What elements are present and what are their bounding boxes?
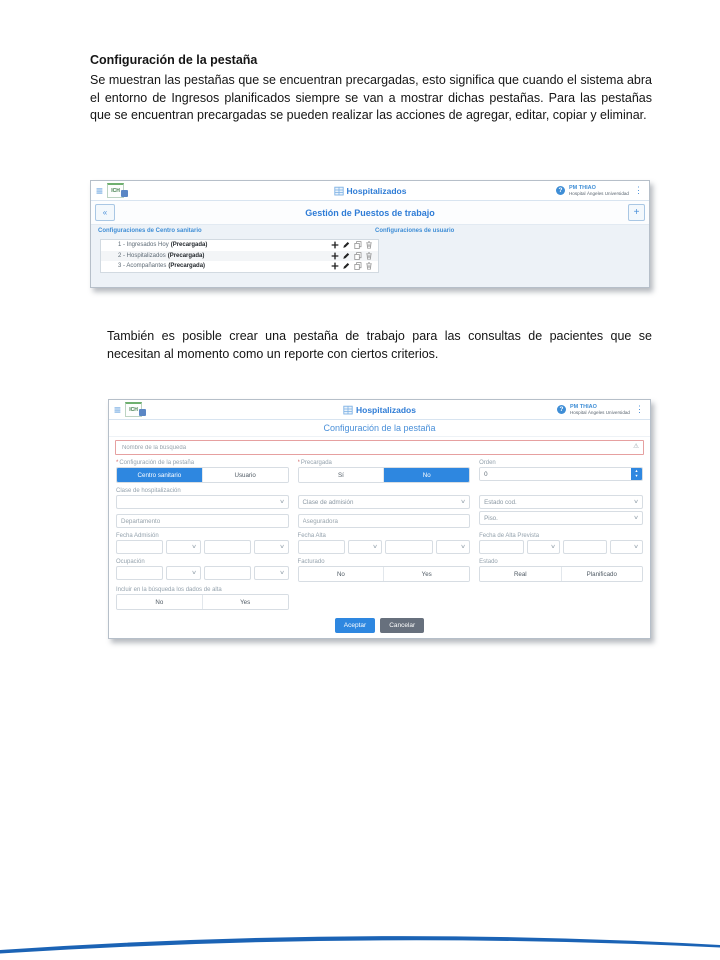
chevron-down-icon: ∨	[278, 499, 285, 505]
spinner-down-icon[interactable]: ▼	[634, 473, 639, 478]
delete-trash-icon[interactable]	[365, 262, 373, 270]
toggle-centro-sanitario[interactable]: Centro sanitario	[117, 468, 202, 482]
kebab-menu-icon[interactable]: ⋮	[634, 185, 643, 195]
chevron-down-icon: ∨	[549, 544, 556, 550]
logo-text: ICH	[129, 407, 138, 413]
date-from-field	[298, 540, 345, 554]
config-tag: (Precargada)	[170, 242, 208, 249]
delete-trash-icon[interactable]	[365, 241, 373, 249]
piso-select[interactable]	[479, 511, 643, 525]
toggle-yes[interactable]: Yes	[383, 567, 469, 581]
ocupacion-from-unit-select[interactable]	[166, 566, 201, 580]
precargada-label-text: Precargada	[300, 460, 332, 466]
ocupacion-to-input[interactable]	[209, 570, 246, 577]
incluir-alta-label-text: Incluir en la búsqueda los dados de alta	[116, 587, 222, 593]
search-name-field	[115, 440, 644, 455]
edit-pencil-icon[interactable]	[342, 241, 350, 249]
date-to-unit-select[interactable]	[610, 540, 643, 554]
logo-square	[121, 190, 128, 197]
chevron-down-icon: ∨	[190, 570, 197, 576]
row-actions	[331, 252, 374, 260]
copy-icon[interactable]	[354, 262, 362, 270]
copy-icon[interactable]	[354, 241, 362, 249]
date-to-unit-select[interactable]	[254, 540, 289, 554]
ocupacion-to-field	[204, 566, 251, 580]
date-from-input[interactable]	[303, 544, 340, 551]
toggle-usuario[interactable]: Usuario	[202, 468, 288, 482]
hospital-building-icon	[343, 405, 353, 415]
toggle-no[interactable]: No	[117, 595, 202, 609]
orden-input[interactable]	[480, 468, 631, 480]
chevron-down-icon: ∨	[633, 499, 639, 505]
hamburger-menu-icon[interactable]: ≡	[114, 402, 122, 417]
app-header	[91, 181, 649, 201]
toggle-no[interactable]: No	[383, 468, 469, 482]
config-pestana-label-text: Configuración de la pestaña	[119, 460, 195, 466]
departamento-input[interactable]	[121, 518, 284, 525]
ocupacion-label-text: Ocupación	[116, 559, 145, 565]
date-to-input[interactable]	[390, 544, 427, 551]
add-icon[interactable]	[331, 262, 339, 270]
center-config-header: Configuraciones de Centro sanitario	[98, 228, 202, 234]
paragraph-intro: Se muestran las pestañas que se encuentran precargadas, esto significa que cuando el sistema abra el entorno de Ingresos planificados siempre se van a mostrar dichas pestañas. Para las pestañas que se encuentran precargadas se pueden realizar las acciones de agregar, editar, copiar y eliminar.	[90, 73, 652, 122]
orden-field	[479, 467, 643, 481]
footer-swoosh-decoration	[0, 900, 720, 960]
departamento-field	[116, 514, 289, 528]
clase-hospitalizacion-label-text: Clase de hospitalización	[116, 488, 181, 494]
date-from-input[interactable]	[484, 544, 519, 551]
precargada-label	[298, 458, 471, 466]
incluir-alta-toggle	[116, 594, 289, 610]
row-actions	[331, 262, 374, 270]
incluir-alta-label	[116, 585, 289, 593]
date-from-unit-select[interactable]	[348, 540, 383, 554]
chevron-down-icon: ∨	[278, 570, 285, 576]
copy-icon[interactable]	[354, 252, 362, 260]
select-placeholder: Estado cod.	[484, 498, 517, 506]
date-from-unit-select[interactable]	[527, 540, 560, 554]
hospital-building-icon	[334, 186, 344, 196]
fecha-alta-label	[298, 531, 471, 539]
orden-label	[479, 458, 643, 466]
fecha-alta-prevista-range	[479, 540, 643, 554]
ocupacion-range	[116, 566, 289, 580]
user-organization: Hospital Ángeles Universidad	[569, 410, 630, 416]
user-block[interactable]	[570, 404, 630, 416]
select-placeholder: Clase de admisión	[302, 498, 354, 506]
date-from-unit-select[interactable]	[166, 540, 201, 554]
fecha-admision-range	[116, 540, 289, 554]
content-area	[91, 225, 649, 287]
fecha-admision-label	[116, 531, 289, 539]
app-title: Hospitalizados	[346, 185, 407, 196]
aseguradora-input[interactable]	[303, 518, 466, 525]
estado-toggle	[479, 566, 643, 582]
precargada-toggle	[298, 467, 471, 483]
user-name: PM THIAO	[568, 184, 596, 191]
chevron-down-icon: ∨	[278, 544, 285, 550]
form-title: Configuración de la pestaña	[109, 420, 650, 437]
accept-button[interactable]: Aceptar	[335, 618, 375, 633]
tab-config-form	[109, 457, 650, 633]
header-right	[556, 185, 644, 197]
date-to-input[interactable]	[209, 544, 246, 551]
edit-pencil-icon[interactable]	[342, 252, 350, 260]
kebab-menu-icon[interactable]: ⋮	[635, 404, 644, 414]
config-pestana-label	[116, 458, 289, 466]
clase-hospitalizacion-label	[116, 486, 289, 494]
chevron-down-icon: ∨	[460, 544, 466, 550]
config-tag: (Precargada)	[167, 252, 205, 259]
screenshot-config-pestana	[108, 399, 651, 639]
collapse-panel-button[interactable]: «	[95, 204, 115, 221]
date-from-field	[116, 540, 163, 554]
screenshot-gestion-puestos	[90, 180, 650, 288]
warning-icon: ⚠	[633, 443, 639, 451]
fecha-admision-label-text: Fecha Admisión	[116, 533, 159, 539]
paragraph-note: También es posible crear una pestaña de trabajo para las consultas de pacientes que se necesitan al momento como un reporte con ciertos criterios.	[107, 329, 652, 361]
estado-label	[479, 557, 643, 565]
toggle-real[interactable]: Real	[480, 567, 560, 581]
search-input[interactable]	[120, 444, 633, 452]
logo-square	[139, 409, 146, 416]
aseguradora-field	[298, 514, 471, 528]
estado-cod-select[interactable]	[479, 495, 643, 509]
required-mark: *	[116, 460, 119, 466]
facturado-label	[298, 557, 471, 565]
list-item[interactable]	[101, 261, 378, 272]
facturado-toggle	[298, 566, 471, 582]
row-actions	[331, 241, 374, 249]
toolbar	[91, 201, 649, 225]
app-title: Hospitalizados	[356, 404, 416, 415]
config-name: 3 - Acompañantes	[118, 263, 167, 270]
estado-label-text: Estado	[479, 559, 498, 565]
add-configuration-button[interactable]: +	[628, 204, 645, 221]
user-block[interactable]	[569, 185, 629, 197]
chevron-down-icon: ∨	[190, 544, 197, 550]
chevron-down-icon: ∨	[372, 544, 379, 550]
user-organization: Hospital Ángeles Universidad	[568, 191, 629, 197]
app-logo	[125, 402, 142, 417]
chevron-down-icon: ∨	[460, 499, 466, 505]
edit-pencil-icon[interactable]	[342, 262, 350, 270]
configurations-list	[100, 239, 379, 273]
config-pestana-toggle	[116, 467, 289, 483]
list-item[interactable]	[101, 251, 378, 262]
delete-trash-icon[interactable]	[365, 252, 373, 260]
spinner-up-icon[interactable]: ▲	[634, 468, 639, 473]
toggle-si[interactable]: Sí	[299, 468, 384, 482]
orden-label-text: Orden	[479, 460, 496, 466]
ocupacion-to-unit-select[interactable]	[254, 566, 289, 580]
add-icon[interactable]	[331, 241, 339, 249]
fecha-alta-range	[298, 540, 471, 554]
form-buttons	[116, 618, 643, 633]
list-item[interactable]	[101, 240, 378, 251]
page-title: Configuración de la pestaña	[90, 53, 258, 67]
toggle-yes[interactable]: Yes	[202, 595, 288, 609]
user-config-header: Configuraciones de usuario	[375, 228, 455, 234]
app-logo	[107, 183, 124, 198]
config-name: 2 - Hospitalizados	[118, 252, 166, 259]
ocupacion-label	[116, 557, 289, 565]
date-to-unit-select[interactable]	[436, 540, 471, 554]
logo-text: ICH	[111, 188, 120, 194]
fecha-alta-prevista-label	[479, 531, 643, 539]
select-placeholder: Piso.	[484, 514, 498, 522]
cancel-button[interactable]: Cancelar	[380, 618, 424, 633]
date-to-input[interactable]	[568, 544, 603, 551]
toggle-no[interactable]: No	[299, 567, 384, 581]
date-from-field	[479, 540, 524, 554]
orden-spinner[interactable]	[631, 468, 642, 480]
section-title: Gestión de Puestos de trabajo	[305, 207, 435, 218]
header-right	[557, 404, 645, 416]
add-icon[interactable]	[331, 252, 339, 260]
help-icon[interactable]: ?	[557, 405, 566, 414]
date-to-field	[563, 540, 608, 554]
toggle-planificado[interactable]: Planificado	[561, 567, 642, 581]
chevron-down-icon: ∨	[633, 515, 639, 521]
help-icon[interactable]: ?	[556, 186, 565, 195]
config-tag: (Precargada)	[168, 263, 206, 270]
facturado-label-text: Facturado	[297, 559, 325, 565]
hamburger-menu-icon[interactable]: ≡	[96, 183, 104, 198]
config-name: 1 - Ingresados Hoy	[118, 242, 169, 249]
required-mark: *	[297, 460, 300, 466]
fecha-alta-prevista-label-text: Fecha de Alta Prevista	[479, 533, 540, 539]
clase-hospitalizacion-select[interactable]	[116, 495, 289, 509]
user-name: PM THIAO	[569, 403, 597, 410]
date-to-field	[385, 540, 432, 554]
chevron-down-icon: ∨	[633, 544, 639, 550]
ocupacion-from-input[interactable]	[121, 570, 158, 577]
ocupacion-from-field	[116, 566, 163, 580]
fecha-alta-label-text: Fecha Alta	[297, 533, 326, 539]
clase-admision-select[interactable]	[298, 495, 471, 509]
date-to-field	[204, 540, 251, 554]
date-from-input[interactable]	[121, 544, 158, 551]
app-header	[109, 400, 650, 420]
